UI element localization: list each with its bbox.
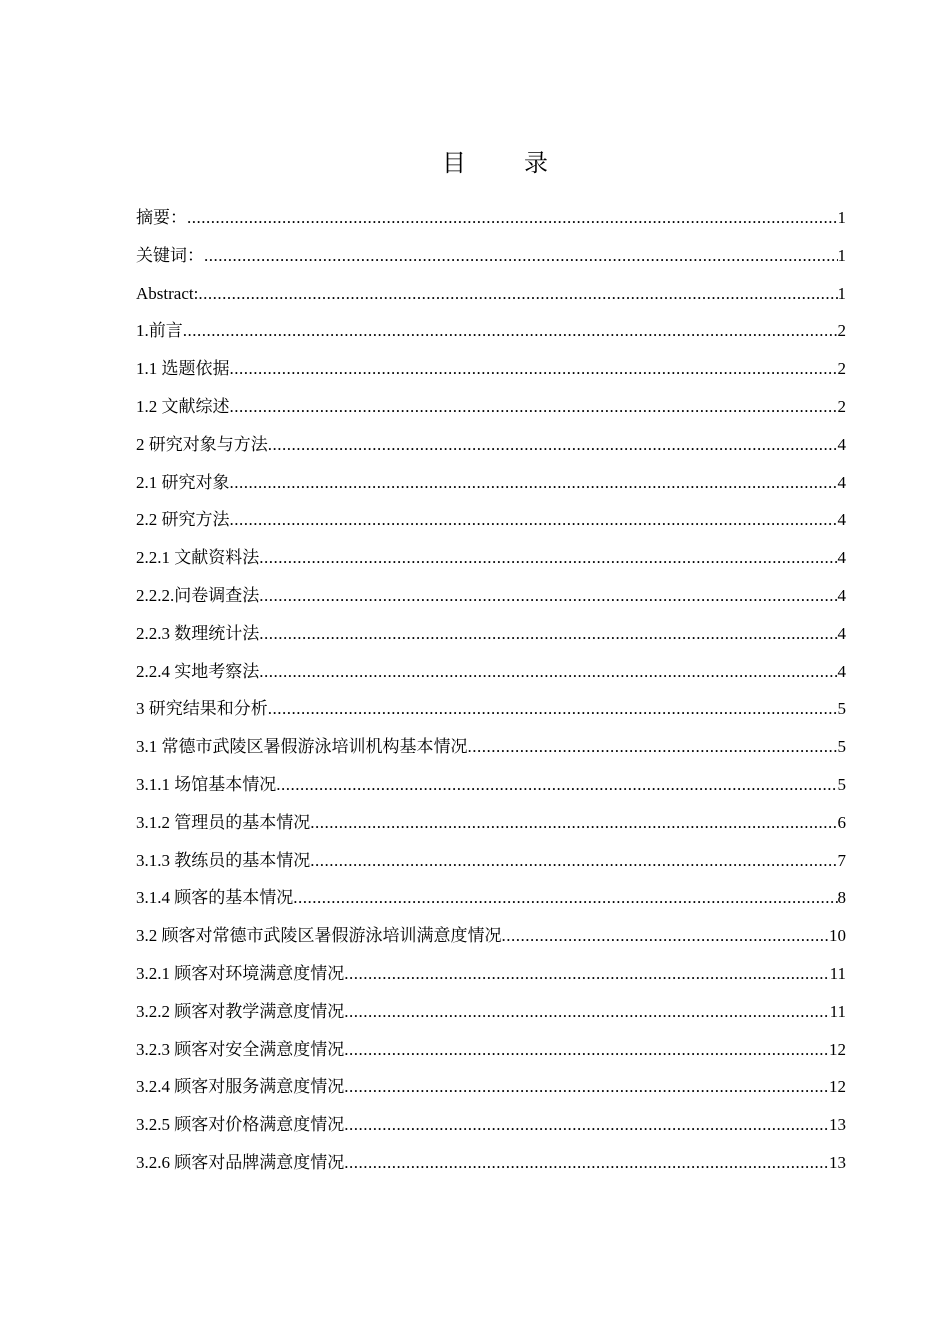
toc-dot-leader <box>259 653 837 691</box>
toc-dot-leader <box>310 804 837 842</box>
toc-entry-page-number: 11 <box>829 963 846 983</box>
toc-dot-leader <box>183 312 838 350</box>
toc-dot-leader <box>344 993 829 1031</box>
toc-entry-label: 3.1.1 场馆基本情况 <box>136 774 277 794</box>
toc-entry-label: 2.2.4 实地考察法 <box>136 661 260 681</box>
toc-dot-leader <box>230 501 838 539</box>
toc-entry-page-number: 13 <box>829 1115 846 1135</box>
toc-dot-leader <box>259 577 837 615</box>
toc-entry-page-number: 1 <box>837 283 846 303</box>
toc-entry-label: 3.1.3 教练员的基本情况 <box>136 850 311 870</box>
toc-entry-label: 3.2.6 顾客对品牌满意度情况 <box>136 1152 345 1172</box>
toc-entry[interactable] <box>136 728 846 766</box>
toc-entry-label: 摘要： <box>136 208 187 227</box>
toc-entry-page-number: 12 <box>829 1077 846 1097</box>
toc-entry-label: 关键词： <box>136 245 204 265</box>
toc-dot-leader <box>230 388 838 426</box>
toc-entry[interactable] <box>136 804 846 842</box>
toc-dot-leader <box>204 237 838 275</box>
toc-entry[interactable] <box>136 879 846 917</box>
toc-entry-label: 2.1 研究对象 <box>136 472 230 492</box>
toc-dot-leader <box>344 1106 829 1144</box>
toc-entry[interactable] <box>136 388 846 426</box>
toc-entry-page-number: 11 <box>829 1001 846 1021</box>
toc-dot-leader <box>259 615 837 653</box>
toc-entry-label: 1.1 选题依据 <box>136 359 230 379</box>
toc-dot-leader <box>310 842 837 880</box>
toc-entry-label: 3 研究结果和分析 <box>136 699 268 719</box>
toc-entry-label: 3.2.5 顾客对价格满意度情况 <box>136 1115 345 1135</box>
toc-entry-page-number: 5 <box>837 737 846 757</box>
toc-dot-leader <box>502 917 830 955</box>
toc-entry-page-number: 4 <box>837 510 846 530</box>
toc-entry[interactable] <box>136 539 846 577</box>
toc-entry[interactable] <box>136 955 846 993</box>
toc-entry[interactable] <box>136 1068 846 1106</box>
toc-entry-label: 2.2.1 文献资料法 <box>136 548 260 568</box>
toc-dot-leader <box>230 350 838 388</box>
toc-entry[interactable] <box>136 350 846 388</box>
toc-entry[interactable] <box>136 237 846 275</box>
toc-dot-leader <box>344 1144 829 1182</box>
toc-dot-leader <box>468 728 838 766</box>
toc-entry[interactable] <box>136 275 846 313</box>
toc-dot-leader <box>344 1031 829 1069</box>
toc-entry[interactable] <box>136 615 846 653</box>
toc-entry[interactable] <box>136 501 846 539</box>
toc-entry[interactable] <box>136 577 846 615</box>
toc-entry-label: Abstract: <box>136 283 199 303</box>
toc-entry[interactable] <box>136 1106 846 1144</box>
toc-entry-page-number: 13 <box>829 1152 846 1172</box>
toc-entry-page-number: 2 <box>837 396 846 416</box>
toc-dot-leader <box>259 539 837 577</box>
toc-entry-label: 3.2.2 顾客对教学满意度情况 <box>136 1001 345 1021</box>
toc-entry[interactable] <box>136 199 846 237</box>
toc-entry-label: 2.2.2.问卷调查法 <box>136 585 260 605</box>
toc-entry-page-number: 6 <box>837 812 846 832</box>
toc-entry[interactable] <box>136 653 846 691</box>
toc-entry-page-number: 2 <box>837 359 846 379</box>
toc-entry-page-number: 2 <box>837 321 846 341</box>
toc-dot-leader <box>187 199 838 237</box>
toc-dot-leader <box>344 1068 829 1106</box>
toc-entry-label: 3.1.2 管理员的基本情况 <box>136 812 311 832</box>
toc-entry-page-number: 5 <box>837 774 846 794</box>
toc-entry-page-number: 1 <box>837 245 846 265</box>
toc-dot-leader <box>198 275 837 313</box>
toc-entry[interactable] <box>136 842 846 880</box>
toc-entry-label: 3.2.1 顾客对环境满意度情况 <box>136 963 345 983</box>
toc-entry-page-number: 4 <box>837 661 846 681</box>
toc-entry[interactable] <box>136 426 846 464</box>
toc-entry[interactable] <box>136 993 846 1031</box>
toc-entry-label: 2 研究对象与方法 <box>136 434 268 454</box>
toc-entry-page-number: 5 <box>837 699 846 719</box>
toc-entry-label: 3.2.4 顾客对服务满意度情况 <box>136 1077 345 1097</box>
toc-dot-leader <box>293 879 837 917</box>
toc-dot-leader <box>268 426 838 464</box>
toc-entry-label: 3.2.3 顾客对安全满意度情况 <box>136 1039 345 1059</box>
toc-entry-label: 1.前言 <box>136 321 183 341</box>
page-title: 目 录 <box>442 151 574 177</box>
toc-entry-page-number: 4 <box>837 472 846 492</box>
toc-entry[interactable] <box>136 1144 846 1182</box>
toc-entry-page-number: 7 <box>837 850 846 870</box>
toc-entry-label: 1.2 文献综述 <box>136 396 230 416</box>
toc-dot-leader <box>344 955 829 993</box>
toc-entry[interactable] <box>136 312 846 350</box>
toc-dot-leader <box>276 766 837 804</box>
toc-entry[interactable] <box>136 690 846 728</box>
toc-entry-label: 3.2 顾客对常德市武陵区暑假游泳培训满意度情况 <box>136 926 502 946</box>
toc-entry-label: 2.2.3 数理统计法 <box>136 623 260 643</box>
toc-entry-page-number: 8 <box>837 888 846 908</box>
toc-entry-label: 3.1 常德市武陵区暑假游泳培训机构基本情况 <box>136 737 468 757</box>
toc-entry-page-number: 10 <box>829 926 846 946</box>
toc-dot-leader <box>230 464 838 502</box>
toc-entry-label: 3.1.4 顾客的基本情况 <box>136 888 294 908</box>
toc-entry-page-number: 12 <box>829 1039 846 1059</box>
toc-entry-page-number: 4 <box>837 548 846 568</box>
toc-dot-leader <box>268 690 838 728</box>
toc-entry-page-number: 4 <box>837 623 846 643</box>
toc-entry[interactable] <box>136 464 846 502</box>
toc-entry[interactable] <box>136 917 846 955</box>
toc-entry[interactable] <box>136 766 846 804</box>
toc-entry-page-number: 1 <box>837 208 846 227</box>
toc-entry-page-number: 4 <box>837 434 846 454</box>
table-of-contents <box>136 199 846 1182</box>
toc-entry-page-number: 4 <box>837 585 846 605</box>
toc-entry[interactable] <box>136 1031 846 1069</box>
toc-entry-label: 2.2 研究方法 <box>136 510 230 530</box>
